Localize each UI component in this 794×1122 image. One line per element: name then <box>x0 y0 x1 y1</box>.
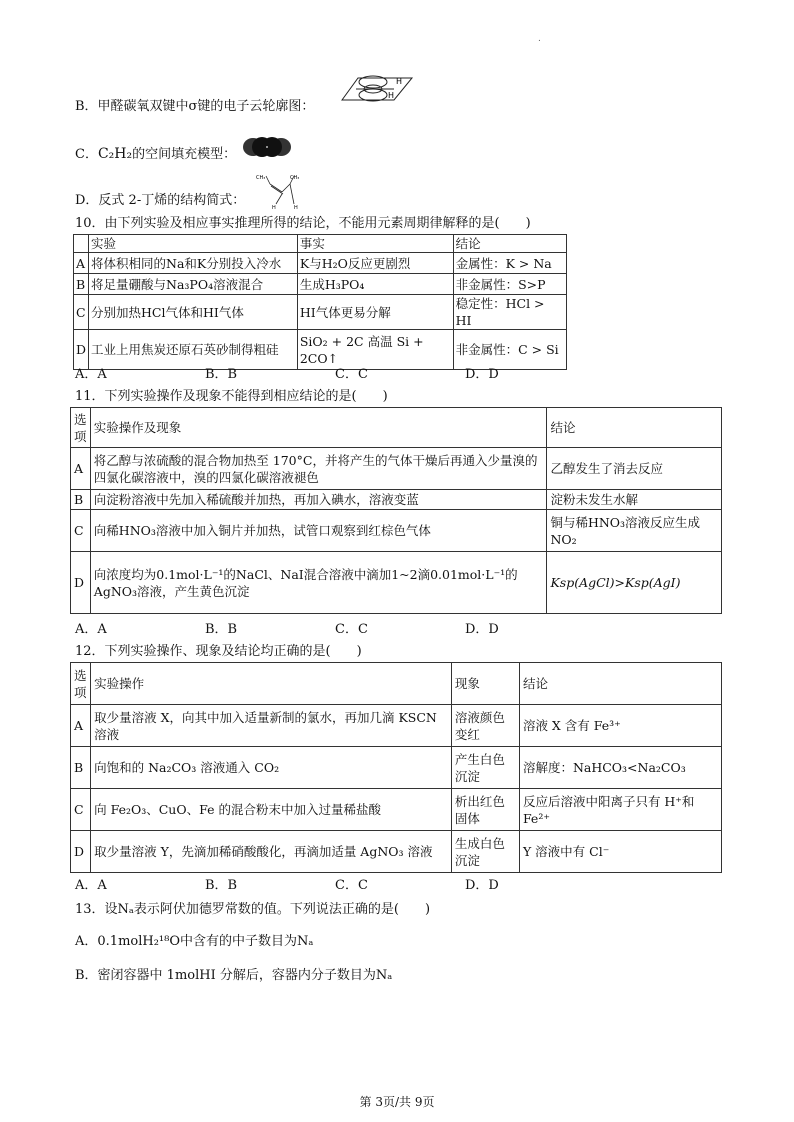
q10-options <box>75 366 595 384</box>
conclusion-cell: 非金属性：C > Si <box>453 330 566 370</box>
answer-option: D．D <box>465 878 499 893</box>
table-header-row <box>74 235 567 253</box>
conclusion-cell: 乙醇发生了消去反应 <box>547 448 722 490</box>
experiment-cell: 分别加热HCl气体和HI气体 <box>89 295 298 330</box>
corner-mark: . <box>538 34 541 44</box>
table-header-row <box>71 663 722 705</box>
conclusion-cell: 反应后溶液中阳离子只有 H⁺和 Fe²⁺ <box>519 789 721 831</box>
q11-table <box>70 407 722 614</box>
answer-option: A．A <box>75 367 107 382</box>
answer-option: B．B <box>205 622 238 637</box>
option-cell: D <box>74 330 89 370</box>
fact-cell: 生成H₃PO₄ <box>297 274 453 295</box>
operation-cell: 取少量溶液 Y，先滴加稀硝酸酸化，再滴加适量 AgNO₃ 溶液 <box>91 831 452 873</box>
conclusion-cell: Ksp(AgCl)>Ksp(AgI) <box>547 552 722 614</box>
answer-option: B．B <box>205 367 238 382</box>
h-right-label: H <box>294 205 298 210</box>
header-cell: 事实 <box>297 235 453 253</box>
conclusion-cell: 稳定性：HCl > HI <box>453 295 566 330</box>
option-cell: C <box>74 295 89 330</box>
experiment-cell: 将体积相同的Na和K分别投入冷水 <box>89 253 298 274</box>
q9-option-d: D．反式 2-丁烯的结构简式： <box>75 193 246 208</box>
space-filling-model-figure <box>240 136 294 158</box>
option-cell: A <box>71 705 91 747</box>
header-cell: 结论 <box>519 663 721 705</box>
phenomenon-cell: 生成白色沉淀 <box>451 831 519 873</box>
q10-table <box>73 234 567 370</box>
header-cell: 实验操作 <box>91 663 452 705</box>
table-row <box>74 295 567 330</box>
h-bottom-label: H <box>388 91 395 100</box>
fact-cell: HI气体更易分解 <box>297 295 453 330</box>
header-cell: 实验 <box>89 235 298 253</box>
option-cell: A <box>71 448 91 490</box>
trans-2-butene-figure <box>250 172 310 210</box>
table-row <box>71 448 722 490</box>
header-cell: 实验操作及现象 <box>90 408 547 448</box>
c2h2-formula: C₂H₂ <box>97 146 133 162</box>
table-row <box>74 253 567 274</box>
q12-stem: 12．下列实验操作、现象及结论均正确的是( ) <box>75 644 362 659</box>
phenomenon-cell: 溶液颜色变红 <box>451 705 519 747</box>
operation-cell: 取少量溶液 X，向其中加入适量新制的氯水，再加几滴 KSCN 溶液 <box>91 705 452 747</box>
operation-cell: 向淀粉溶液中先加入稀硫酸并加热，再加入碘水，溶液变蓝 <box>90 490 547 510</box>
q11-stem: 11．下列实验操作及现象不能得到相应结论的是( ) <box>75 389 388 404</box>
q9-option-c-prefix: C． <box>75 147 98 162</box>
option-cell: D <box>71 552 91 614</box>
option-cell: C <box>71 510 91 552</box>
table-row <box>74 330 567 370</box>
ch3-left-label: CH₃ <box>256 175 266 181</box>
q12-table <box>70 662 722 873</box>
q11-options <box>75 621 595 639</box>
table-row <box>71 789 722 831</box>
answer-option: C．C <box>335 622 368 637</box>
ch3-right-label: CH₃ <box>290 175 300 181</box>
answer-option: C．C <box>335 367 368 382</box>
q9-option-c-suffix: 的空间填充模型： <box>132 147 237 162</box>
q13-option-a: A．0.1molH₂¹⁸O中含有的中子数目为Nₐ <box>75 934 314 949</box>
q13-stem: 13．设Nₐ表示阿伏加德罗常数的值。下列说法正确的是( ) <box>75 902 431 917</box>
experiment-cell: 工业上用焦炭还原石英砂制得粗硅 <box>89 330 298 370</box>
table-row <box>71 747 722 789</box>
header-cell <box>74 235 89 253</box>
operation-cell: 向饱和的 Na₂CO₃ 溶液通入 CO₂ <box>91 747 452 789</box>
conclusion-cell: 金属性：K > Na <box>453 253 566 274</box>
option-cell: A <box>74 253 89 274</box>
header-cell: 结论 <box>453 235 566 253</box>
option-cell: D <box>71 831 91 873</box>
q10-stem: 10．由下列实验及相应事实推理所得的结论，不能用元素周期律解释的是( ) <box>75 216 531 231</box>
operation-cell: 将乙醇与浓硫酸的混合物加热至 170°C，并将产生的气体干燥后再通入少量溴的四氯化碳溶液中，溴的四氯化碳溶液褪色 <box>90 448 547 490</box>
answer-option: A．A <box>75 622 107 637</box>
option-cell: C <box>71 789 91 831</box>
conclusion-cell: 溶解度：NaHCO₃<Na₂CO₃ <box>519 747 721 789</box>
q12-options <box>75 877 595 895</box>
conclusion-cell: 溶液 X 含有 Fe³⁺ <box>519 705 721 747</box>
table-row <box>71 705 722 747</box>
operation-cell: 向稀HNO₃溶液中加入铜片并加热，试管口观察到红棕色气体 <box>90 510 547 552</box>
conclusion-cell: 非金属性：S>P <box>453 274 566 295</box>
q9-option-b: B．甲醛碳氧双键中σ键的电子云轮廓图： <box>75 99 315 114</box>
option-cell: B <box>71 490 91 510</box>
option-cell: B <box>71 747 91 789</box>
conclusion-cell: Y 溶液中有 Cl⁻ <box>519 831 721 873</box>
q13-option-b: B．密闭容器中 1molHI 分解后，容器内分子数目为Nₐ <box>75 968 393 983</box>
header-cell: 选项 <box>71 663 91 705</box>
table-row <box>71 490 722 510</box>
answer-option: C．C <box>335 878 368 893</box>
fact-cell: K与H₂O反应更剧烈 <box>297 253 453 274</box>
phenomenon-cell: 析出红色固体 <box>451 789 519 831</box>
header-cell: 结论 <box>547 408 722 448</box>
answer-option: A．A <box>75 878 107 893</box>
table-header-row <box>71 408 722 448</box>
answer-option: D．D <box>465 622 499 637</box>
experiment-cell: 将足量硼酸与Na₃PO₄溶液混合 <box>89 274 298 295</box>
h-top-label: H <box>396 77 403 86</box>
operation-cell: 向 Fe₂O₃、CuO、Fe 的混合粉末中加入过量稀盐酸 <box>91 789 452 831</box>
q9-option-c <box>75 145 236 164</box>
sigma-bond-figure <box>328 70 418 106</box>
answer-option: B．B <box>205 878 238 893</box>
page-footer: 第 3页/共 9页 <box>359 1095 435 1109</box>
table-row <box>74 274 567 295</box>
table-row <box>71 552 722 614</box>
option-cell: B <box>74 274 89 295</box>
conclusion-cell: 铜与稀HNO₃溶液反应生成NO₂ <box>547 510 722 552</box>
phenomenon-cell: 产生白色沉淀 <box>451 747 519 789</box>
table-row <box>71 510 722 552</box>
header-cell: 现象 <box>451 663 519 705</box>
header-cell: 选项 <box>71 408 91 448</box>
operation-cell: 向浓度均为0.1mol·L⁻¹的NaCl、NaI混合溶液中滴加1~2滴0.01mol·L⁻¹的AgNO₃溶液，产生黄色沉淀 <box>90 552 547 614</box>
conclusion-cell: 淀粉未发生水解 <box>547 490 722 510</box>
h-left-label: H <box>272 205 276 210</box>
fact-cell: SiO₂ + 2C 高温 Si + 2CO↑ <box>297 330 453 370</box>
table-row <box>71 831 722 873</box>
answer-option: D．D <box>465 367 499 382</box>
